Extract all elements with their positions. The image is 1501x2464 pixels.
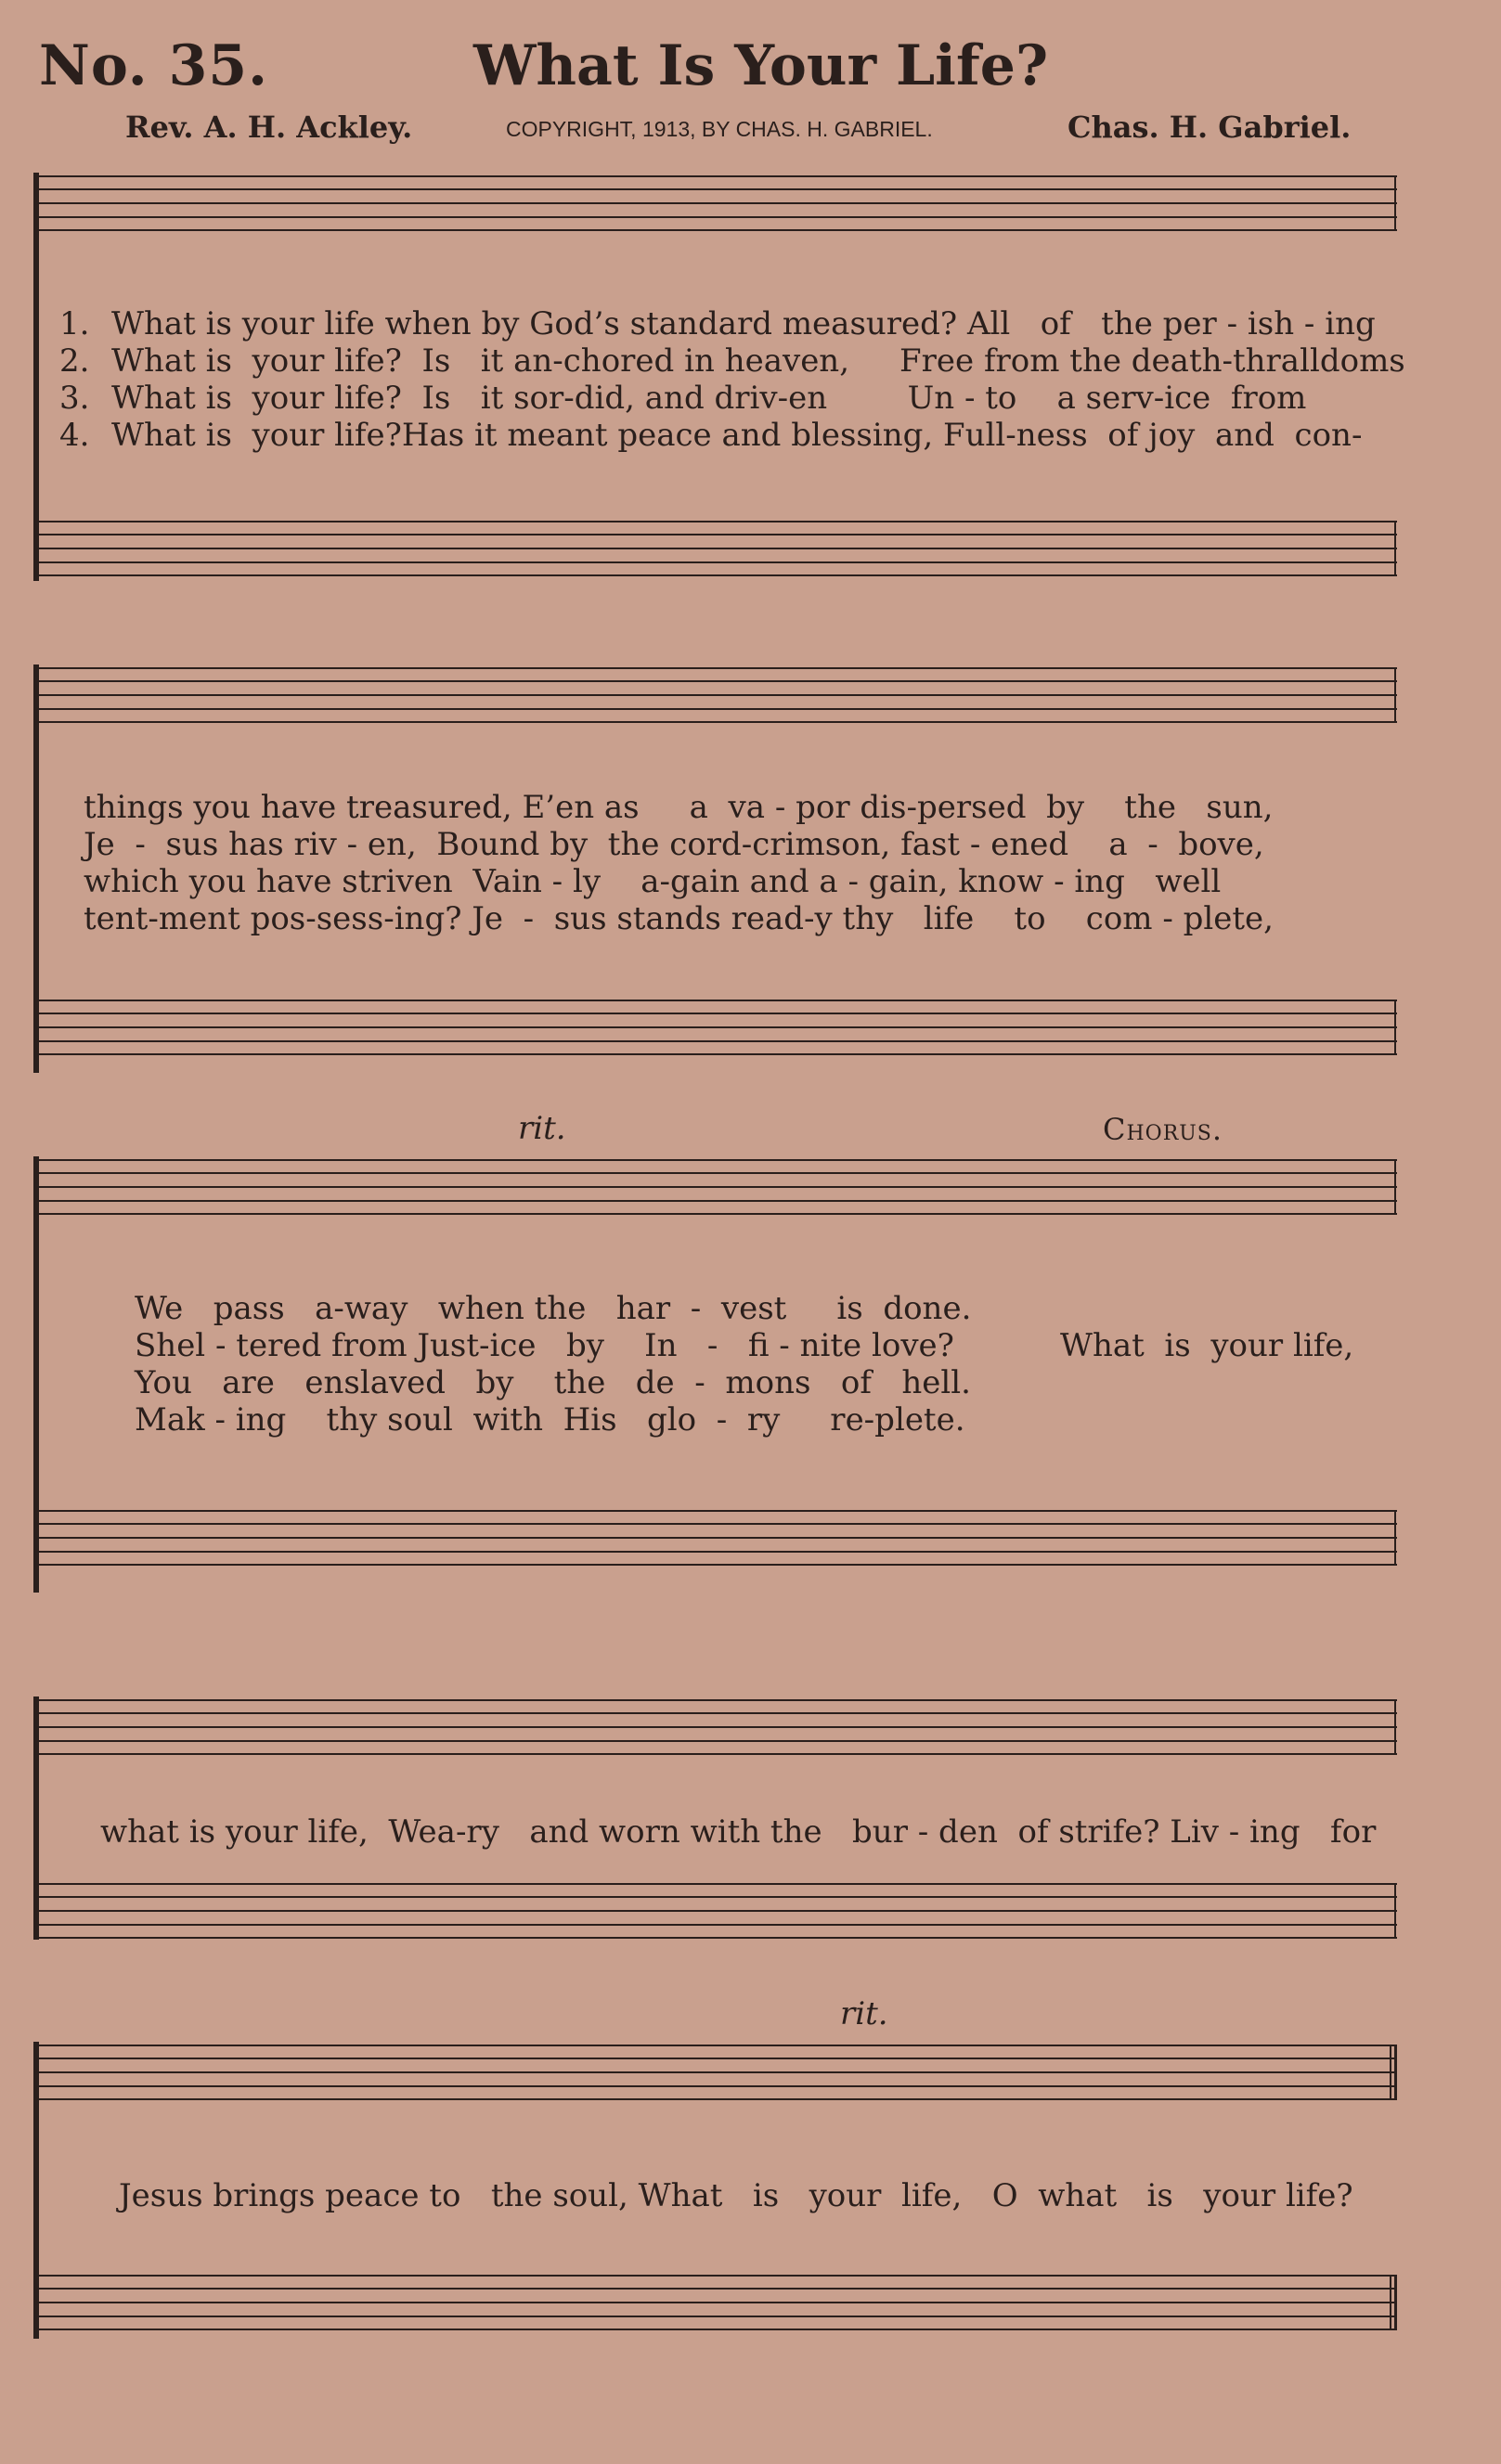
bass-staff (37, 1509, 1397, 1567)
verses-part-3 (135, 1290, 1501, 1438)
chorus-label: Chorus. (1103, 1112, 1223, 1147)
verse-line: Mak - ing thy soul with His glo - ry re-plete. (135, 1401, 965, 1438)
verse-line: You are enslaved by the de - mons of hell. (135, 1364, 971, 1401)
verse-line: 2. What is your life? Is it an-chored in heaven, Free from the death-thralldoms (59, 342, 1405, 380)
hymn-title: What Is Your Life? (473, 33, 1049, 98)
rit-marking: rit. (518, 1110, 566, 1147)
verse-line: things you have treasured, E’en as a va - por dis-persed by the sun, (84, 789, 1274, 826)
verse-line: 4. What is your life?Has it meant peace and blessing, Full-ness of joy and con- (59, 417, 1363, 454)
treble-staff (37, 666, 1397, 724)
verse-line: We pass a-way when the har - vest is done. (135, 1290, 972, 1327)
verse-line: which you have striven Vain - ly a-gain and a - gain, know - ing well (84, 863, 1222, 900)
verses-part-1 (59, 305, 1470, 454)
author: Rev. A. H. Ackley. (125, 110, 413, 145)
verses-part-2 (84, 789, 1495, 937)
treble-staff (37, 174, 1397, 232)
composer: Chas. H. Gabriel. (1068, 110, 1352, 145)
chorus-line-3: Jesus brings peace to the soul, What is your life, O what is your life? (119, 2177, 1353, 2214)
verse-line: 1. What is your life when by God’s standard measured? All of the per - ish - ing (59, 305, 1376, 342)
chorus-line-1: What is your life, (1060, 1327, 1354, 1364)
treble-staff (37, 2044, 1397, 2101)
chorus-line-2: what is your life, Wea-ry and worn with the bur - den of strife? Liv - ing for (100, 1813, 1377, 1851)
credits-line (0, 110, 1501, 147)
hymn-number: No. 35. (39, 33, 268, 98)
verse-line: tent-ment pos-sess-ing? Je - sus stands read-y thy life to com - plete, (84, 900, 1274, 937)
bass-staff (37, 2274, 1397, 2331)
bass-staff (37, 999, 1397, 1056)
verse-line: 3. What is your life? Is it sor-did, and driv-en Un - to a serv-ice from (59, 380, 1307, 417)
treble-staff (37, 1698, 1397, 1756)
verse-line: Je - sus has riv - en, Bound by the cord-crimson, fast - ened a - bove, (84, 826, 1264, 863)
bass-staff (37, 520, 1397, 577)
rit-marking: rit. (840, 1995, 888, 2032)
verse-line: Shel - tered from Just-ice by In - fi - nite love? (135, 1327, 954, 1364)
treble-staff (37, 1158, 1397, 1216)
bass-staff (37, 1882, 1397, 1940)
copyright: COPYRIGHT, 1913, BY CHAS. H. GABRIEL. (506, 117, 933, 141)
